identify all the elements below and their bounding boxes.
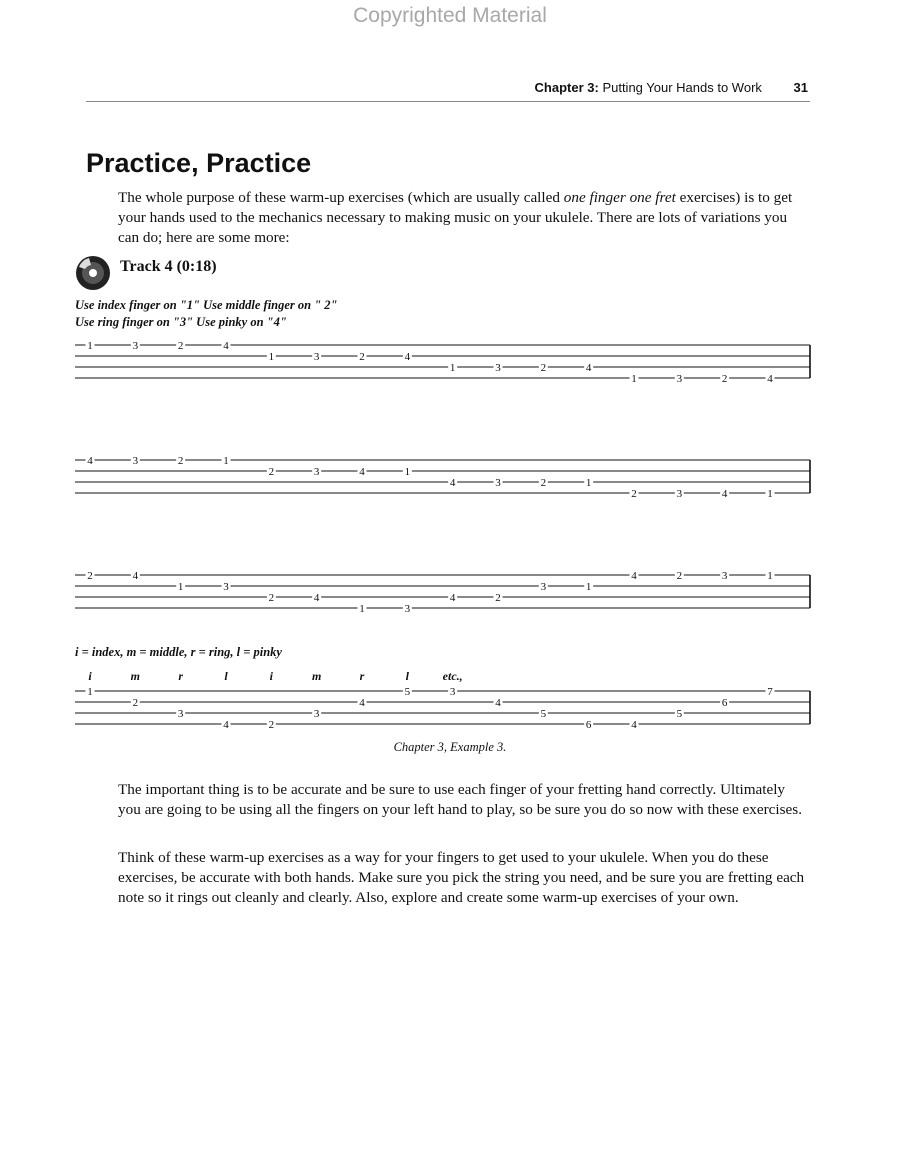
- tab-fret-number: 3: [132, 455, 139, 467]
- tab-fret-number: 5: [676, 708, 683, 720]
- tab-fret-number: 1: [585, 581, 592, 593]
- intro-paragraph: [118, 188, 808, 248]
- finger-marker: r: [178, 669, 184, 683]
- tab-fret-number: 1: [177, 581, 184, 593]
- tab-staff-1: [0, 335, 900, 385]
- track-label: Track 4 (0:18): [120, 258, 217, 275]
- tab-staff-2: [0, 450, 900, 500]
- tab-fret-number: 2: [268, 592, 275, 604]
- tab-fret-number: 4: [359, 466, 365, 478]
- etc-marker: etc.,: [442, 669, 463, 683]
- tab-fret-number: 1: [404, 466, 411, 478]
- tab-fret-number: 4: [767, 373, 773, 385]
- finger-instruction-line-2: Use ring finger on "3" Use pinky on "4": [75, 315, 287, 329]
- tab-fret-number: 2: [132, 697, 139, 709]
- tab-fret-number: 6: [721, 697, 728, 709]
- finger-key: i = index, m = middle, r = ring, l = pinky: [75, 645, 282, 659]
- tab-fret-number: 3: [495, 477, 501, 489]
- tab-fret-number: 3: [449, 686, 456, 698]
- tab-fret-number: 2: [540, 477, 547, 489]
- tab-fret-number: 4: [449, 477, 456, 489]
- tab-fret-number: 1: [767, 488, 773, 500]
- running-header: [535, 80, 808, 95]
- tab-fret-number: 4: [631, 570, 637, 582]
- tab-fret-number: 3: [313, 351, 320, 363]
- finger-marker: l: [405, 669, 410, 683]
- intro-text-before: The whole purpose of these warm-up exercises (which are usually called: [118, 189, 564, 206]
- tab-fret-number: 3: [313, 708, 320, 720]
- tab-fret-number: 5: [404, 686, 411, 698]
- tab-fret-number: 4: [404, 351, 411, 363]
- cd-icon: [75, 255, 111, 291]
- tab-fret-number: 3: [540, 581, 547, 593]
- tab-fret-number: 3: [495, 362, 501, 374]
- tab-fret-number: 3: [721, 570, 728, 582]
- tab-fret-number: 4: [495, 697, 501, 709]
- tab-fret-number: 2: [268, 466, 275, 478]
- body-paragraph-1: The important thing is to be accurate and be sure to use each finger of your fretting hand correctly. Ultimately you are going to be using all the fingers on your left hand to play, so be sure you do so now with these exercises.: [118, 781, 802, 818]
- tab-fret-number: 1: [87, 340, 93, 352]
- tab-fret-number: 2: [540, 362, 547, 374]
- tab-fret-number: 2: [495, 592, 501, 604]
- tab-fret-number: 1: [585, 477, 592, 489]
- tab-fret-number: 1: [767, 570, 773, 582]
- finger-marker: l: [224, 669, 228, 683]
- finger-marker: r: [359, 669, 365, 683]
- tab-fret-number: 4: [223, 340, 229, 352]
- tab-fret-number: 5: [540, 708, 547, 720]
- tab-fret-number: 4: [721, 488, 728, 500]
- tab-fret-number: 2: [177, 340, 184, 352]
- chapter-title: Putting Your Hands to Work: [602, 80, 762, 95]
- tab-fret-number: 1: [631, 373, 637, 385]
- tab-fret-number: 4: [313, 592, 320, 604]
- header-rule: [86, 101, 810, 102]
- tab-staff-3: [0, 565, 900, 615]
- finger-marker: m: [311, 669, 322, 683]
- tab-fret-number: 2: [87, 570, 93, 582]
- tab-fret-number: 6: [585, 719, 592, 731]
- tab-fret-number: 2: [268, 719, 275, 731]
- tab-fret-number: 1: [449, 362, 456, 374]
- tab-fret-number: 4: [87, 455, 93, 467]
- tab-fret-number: 3: [404, 603, 411, 615]
- tab-fret-number: 4: [631, 719, 637, 731]
- tab-fret-number: 2: [721, 373, 728, 385]
- tab-fret-number: 1: [87, 686, 93, 698]
- chapter-label: Chapter 3:: [534, 80, 599, 95]
- tab-fret-number: 2: [676, 570, 683, 582]
- tab-fret-number: 3: [132, 340, 139, 352]
- tab-fret-number: 4: [585, 362, 592, 374]
- section-title: Practice, Practice: [86, 148, 312, 178]
- finger-instruction-line-1: Use index finger on "1" Use middle finger on " 2": [75, 298, 338, 312]
- tab-fret-number: 3: [223, 581, 229, 593]
- tab-fret-number: 4: [449, 592, 456, 604]
- tab-fret-number: 1: [359, 603, 365, 615]
- finger-marker: i: [269, 669, 274, 683]
- tab-staff-4: [0, 665, 900, 735]
- page-number: 31: [793, 80, 808, 95]
- tab-fret-number: 3: [676, 488, 683, 500]
- tab-fret-number: 2: [631, 488, 637, 500]
- tab-fret-number: 2: [177, 455, 184, 467]
- tab-fret-number: 7: [767, 686, 773, 698]
- tab-fret-number: 2: [359, 351, 365, 363]
- tab-fret-number: 1: [223, 455, 229, 467]
- copyright-watermark: Copyrighted Material: [353, 4, 547, 27]
- tab-fret-number: 4: [132, 570, 139, 582]
- tab-fret-number: 1: [268, 351, 275, 363]
- tab-fret-number: 4: [223, 719, 229, 731]
- tab-fret-number: 4: [359, 697, 365, 709]
- intro-text-after: exercises) is to get your hands used to the mechanics necessary to making music on your ukulele. There are lots of variations you can do; here are some more:: [118, 189, 793, 246]
- tab-fret-number: 3: [177, 708, 184, 720]
- finger-marker: i: [88, 669, 92, 683]
- body-paragraph-2: Think of these warm-up exercises as a way for your fingers to get used to your ukulele. When you do these exercises, be accurate with both hands. Make sure you pick the string you need, and be sure you are fretting each note so it rings out cleanly and clearly. Also, explore and create some warm-up exercises of your own.: [118, 849, 805, 906]
- finger-marker: m: [130, 669, 141, 683]
- figure-caption: Chapter 3, Example 3.: [393, 740, 507, 754]
- tab-fret-number: 3: [313, 466, 320, 478]
- tab-fret-number: 3: [676, 373, 683, 385]
- intro-italic-term: one finger one fret: [563, 189, 676, 206]
